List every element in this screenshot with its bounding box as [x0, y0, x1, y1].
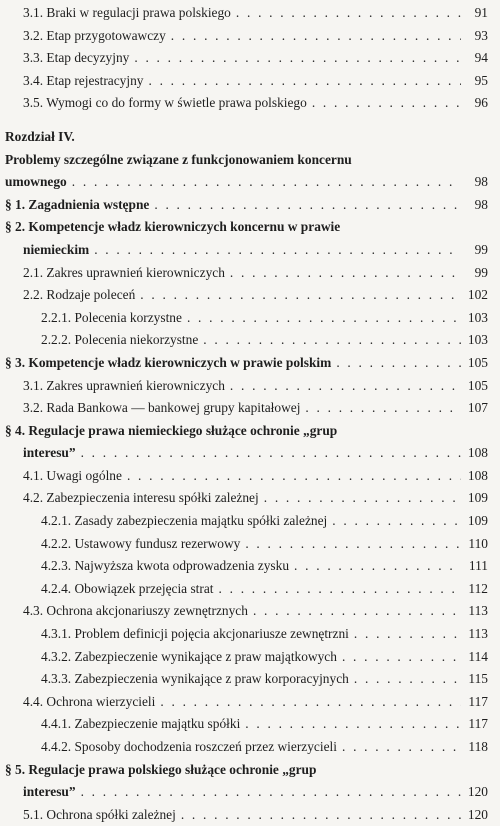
toc-section-title-cont: niemieckim	[23, 241, 90, 257]
dot-leader	[181, 804, 461, 826]
dot-leader	[264, 487, 461, 510]
toc-section-page: 108	[467, 445, 488, 461]
toc-entry-page: 95	[474, 72, 488, 88]
dot-leader	[342, 736, 461, 759]
toc-entry-title: 4.2.1. Zasady zabezpieczenia majątku spółki zależnej	[41, 513, 328, 529]
toc-entry	[5, 668, 488, 691]
toc-entry-title: 4.4.1. Zabezpieczenie majątku spółki	[41, 716, 241, 732]
chapter-label: Rozdział IV.	[5, 128, 75, 144]
toc-entry-page: 113	[468, 626, 488, 642]
toc-entry-title: 4.1. Uwagi ogólne	[23, 467, 122, 483]
toc-section-page: 120	[467, 784, 488, 800]
toc-entry	[5, 533, 488, 556]
dot-leader	[160, 691, 461, 714]
toc-entry-page: 107	[467, 400, 488, 416]
toc-section	[5, 352, 488, 375]
toc-entry-title: 3.4. Etap rejestracyjny	[23, 72, 144, 88]
dot-leader	[336, 352, 461, 375]
toc-section	[5, 194, 488, 217]
toc-entry-page: 112	[468, 580, 488, 596]
toc-entry	[5, 555, 488, 578]
dot-leader	[140, 284, 461, 307]
toc-section	[5, 442, 488, 465]
toc-entry-title: 5.1. Ochrona spółki zależnej	[23, 806, 176, 822]
toc-entry-page: 99	[474, 264, 488, 280]
dot-leader	[332, 510, 461, 533]
toc-entry-page: 93	[474, 27, 488, 43]
toc-entry-page: 109	[467, 490, 488, 506]
toc-section-title: § 3. Kompetencje władz kierowniczych w prawie polskim	[5, 354, 332, 370]
toc-section-title: § 5. Regulacje prawa polskiego służące ochronie „grup	[5, 761, 317, 777]
toc-entry-title: 3.1. Braki w regulacji prawa polskiego	[23, 5, 231, 20]
dot-leader	[245, 713, 461, 736]
toc-entry-title: 4.3.1. Problem definicji pojęcia akcjonariusze zewnętrzni	[41, 626, 349, 642]
toc-entry-title: 4.2.4. Obowiązek przejęcia strat	[41, 580, 214, 596]
toc-entry-title: 4.4. Ochrona wierzycieli	[23, 693, 156, 709]
toc-entry	[5, 691, 488, 714]
chapter-page: 98	[474, 174, 488, 190]
dot-leader	[342, 646, 461, 669]
toc-section-title: § 1. Zagadnienia wstępne	[5, 196, 150, 212]
toc-entry	[5, 92, 488, 115]
dot-leader	[94, 239, 461, 262]
toc-section-title: § 4. Regulacje prawa niemieckiego służące ochronie „grup	[5, 422, 338, 438]
toc-section	[5, 239, 488, 262]
dot-leader	[203, 329, 461, 352]
toc-entry-title: 2.2. Rodzaje poleceń	[23, 287, 136, 303]
toc-entry-page: 94	[474, 50, 488, 66]
toc-entry-page: 118	[468, 739, 488, 754]
toc-entry-page: 120	[467, 806, 488, 822]
chapter-title-line: umownego	[5, 174, 67, 190]
toc-entry-page: 113	[468, 603, 488, 619]
toc-entry	[5, 25, 488, 48]
toc-entry-page: 102	[467, 287, 488, 303]
toc-entry-page: 109	[467, 513, 488, 529]
dot-leader	[171, 25, 461, 48]
toc-entry	[5, 70, 488, 93]
toc-entry-title: 3.2. Rada Bankowa — bankowej grupy kapitałowej	[23, 400, 301, 416]
dot-leader	[219, 578, 461, 601]
toc-entry	[5, 329, 488, 352]
toc-section-page: 99	[474, 241, 488, 257]
toc-entry	[5, 600, 488, 623]
toc-entry-title: 4.3.2. Zabezpieczenie wynikające z praw majątkowych	[41, 648, 337, 664]
toc-entry	[5, 262, 488, 285]
toc-entry-page: 91	[474, 5, 488, 20]
toc-entry	[5, 375, 488, 398]
toc-entry	[5, 284, 488, 307]
toc-entry-page: 108	[467, 467, 488, 483]
toc-entry-title: 4.2.3. Najwyższa kwota odprowadzenia zysku	[41, 558, 290, 574]
toc-entry	[5, 510, 488, 533]
toc-entry-page: 103	[467, 309, 488, 325]
chapter-title-end	[5, 171, 488, 194]
toc-entry-title: 4.2. Zabezpieczenia interesu spółki zależnej	[23, 490, 259, 506]
toc-entry-page: 115	[468, 671, 488, 687]
dot-leader	[354, 668, 461, 691]
dot-leader	[127, 465, 461, 488]
dot-leader	[305, 397, 461, 420]
toc-entry-title: 3.5. Wymogi co do formy w świetle prawa polskiego	[23, 95, 307, 111]
toc-entry-title: 4.3.3. Zabezpieczenia wynikające z praw korporacyjnych	[41, 671, 349, 687]
toc-entry-page: 117	[468, 716, 488, 732]
toc-entry	[5, 2, 488, 25]
dot-leader	[154, 194, 461, 217]
toc-entry-title: 2.1. Zakres uprawnień kierowniczych	[23, 264, 225, 280]
dot-leader	[72, 171, 461, 194]
dot-leader	[187, 307, 461, 330]
toc-entry	[5, 713, 488, 736]
toc-section-page: 98	[474, 196, 488, 212]
toc-entry	[5, 736, 488, 759]
toc-entry-page: 114	[468, 648, 488, 664]
toc-entry	[5, 804, 488, 826]
toc-entry-title: 3.1. Zakres uprawnień kierowniczych	[23, 377, 225, 393]
toc-entry-page: 103	[467, 332, 488, 348]
dot-leader	[81, 442, 461, 465]
toc-entry-page: 105	[467, 377, 488, 393]
dot-leader	[294, 555, 461, 578]
toc-entry-title: 4.3. Ochrona akcjonariuszy zewnętrznych	[23, 603, 248, 619]
dot-leader	[230, 375, 461, 398]
toc-entry-title: 3.2. Etap przygotowawczy	[23, 27, 166, 43]
toc-entry-title: 4.4.2. Sposoby dochodzenia roszczeń przez wierzycieli	[41, 739, 337, 754]
toc-section-title-cont: interesu”	[23, 445, 76, 461]
dot-leader	[81, 781, 461, 804]
dot-leader	[230, 262, 461, 285]
chapter-title: Problemy szczególne związane z funkcjonowaniem koncernu	[5, 151, 352, 167]
toc-entry-page: 110	[468, 535, 488, 551]
dot-leader	[354, 623, 461, 646]
dot-leader	[148, 70, 461, 93]
toc-entry-title: 3.3. Etap decyzyjny	[23, 50, 130, 66]
toc-entry	[5, 623, 488, 646]
toc-entry	[5, 487, 488, 510]
dot-leader	[236, 2, 461, 25]
dot-leader	[253, 600, 461, 623]
toc-entry-title: 2.2.1. Polecenia korzystne	[41, 309, 182, 325]
toc-entry-title: 2.2.2. Polecenia niekorzystne	[41, 332, 199, 348]
toc-entry	[5, 578, 488, 601]
toc-entry	[5, 465, 488, 488]
toc-section-title-cont: interesu”	[23, 784, 76, 800]
toc-entry	[5, 646, 488, 669]
dot-leader	[245, 533, 461, 556]
toc-entry-page: 117	[468, 693, 488, 709]
toc-section	[5, 781, 488, 804]
toc-section-page: 105	[467, 354, 488, 370]
toc-entry-title: 4.2.2. Ustawowy fundusz rezerwowy	[41, 535, 241, 551]
toc-entry	[5, 47, 488, 70]
dot-leader	[312, 92, 461, 115]
toc-section-title: § 2. Kompetencje władz kierowniczych koncernu w prawie	[5, 219, 341, 235]
toc-entry-page: 111	[468, 558, 488, 574]
toc-entry	[5, 307, 488, 330]
dot-leader	[134, 47, 461, 70]
toc-entry	[5, 397, 488, 420]
toc-entry-page: 96	[474, 95, 488, 111]
